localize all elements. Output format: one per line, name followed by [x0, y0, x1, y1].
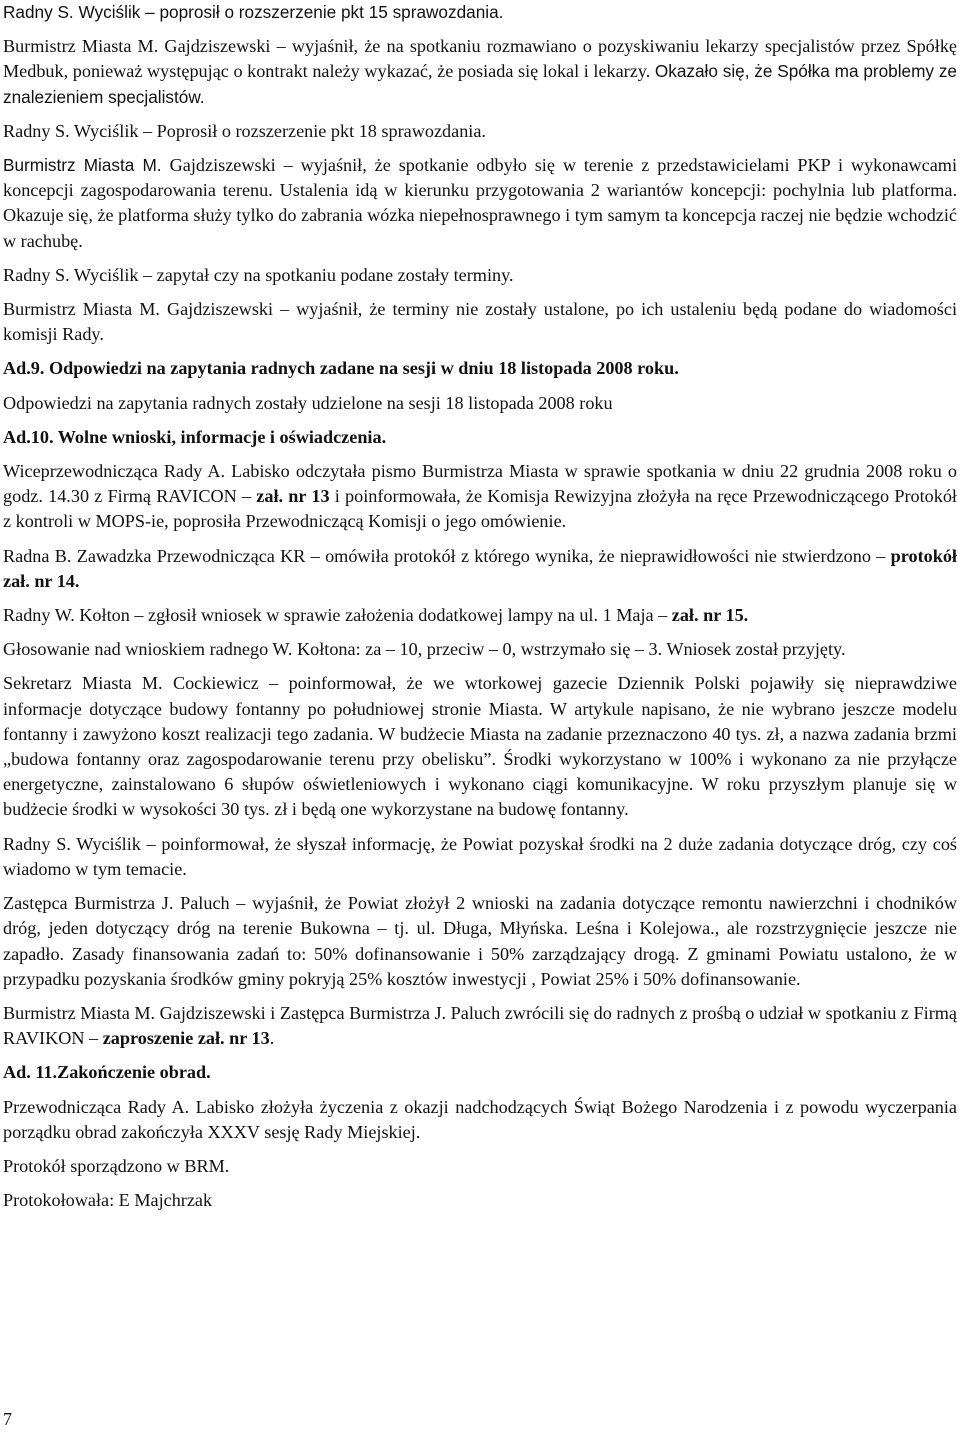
paragraph [3, 603, 957, 628]
text-run: Burmistrz Miasta M. Gajdziszewski i Zastępca Burmistrza J. Paluch zwrócili się do radnych z prośbą o udział w spotkaniu z Firmą RAVIKON – [3, 1002, 957, 1049]
paragraph [3, 671, 957, 822]
paragraph [3, 34, 957, 110]
text-run: Burmistrz Miasta M. Gajdziszewski – wyjaśnił, że terminy nie zostały ustalone, po ich ustaleniu będą podane do wiadomości komisji Rady. [3, 299, 957, 345]
text-run: Zastępca Burmistrza J. Paluch – wyjaśnił, że Powiat złożył 2 wnioski na zadania dotyczące remontu nawierzchni i chodników dróg, jeden dotyczący dróg na terenie Bukowna – tj. ul. Długa, Młyńska. Leśna i Kolejowa., ale rozstrzygnięcie jeszcze nie zapadło. Zasady finansowania zadań to: 50% dofinansowanie i 50% zarządzający drogą. Z gminami Powiatu ustalono, że w przypadku pozyskania środków gminy pokryją 25% kosztów inwestycji , Powiat 25% i 50% dofinansowanie. [3, 893, 957, 989]
text-run: Radny S. Wyciślik – Poprosił o rozszerzenie pkt 18 sprawozdania. [3, 120, 486, 141]
paragraph [3, 263, 957, 288]
text-run: Burmistrz Miasta M. Gajdziszewski – wyjaśnił, że na spotkaniu rozmawiano o pozyskiwaniu lekarzy specjalistów przez Spółkę Medbuk, ponieważ występując o kontrakt należy wykazać, że posiada się lokal i lekarzy. [3, 36, 957, 82]
paragraph [3, 1001, 957, 1051]
page-number: 7 [3, 1409, 12, 1429]
text-run: Ad.9. Odpowiedzi na zapytania radnych zadane na sesji w dniu 18 listopada 2008 roku. [3, 358, 679, 379]
text-run: Burmistrz Miasta M. [3, 155, 170, 176]
paragraph [3, 637, 957, 662]
text-run: Głosowanie nad wnioskiem radnego W. Kołtona: za – 10, przeciw – 0, wstrzymało się – 3. Wniosek został przyjęty. [3, 639, 846, 660]
paragraph [3, 297, 957, 347]
bold-text: zał. nr 15. [671, 605, 749, 626]
paragraph [3, 832, 957, 882]
text-run: Okazało się, że Spółka ma problemy ze znalezieniem specjalistów. [3, 61, 957, 107]
bold-text: zaproszenie zał. nr 13 [102, 1028, 270, 1049]
bold-text: zał. nr 13 [256, 486, 330, 507]
text-run: Odpowiedzi na zapytania radnych zostały udzielone na sesji 18 listopada 2008 roku [3, 392, 613, 413]
text-run: Protokołowała: E Majchrzak [3, 1190, 213, 1211]
paragraph [3, 1154, 957, 1179]
paragraph [3, 356, 957, 381]
text-run: Radny S. Wyciślik – poprosił o rozszerzenie pkt 15 sprawozdania. [3, 2, 504, 22]
text-run: Radny S. Wyciślik – zapytał czy na spotkaniu podane zostały terminy. [3, 264, 514, 285]
text-run: Protokół sporządzono w BRM. [3, 1155, 230, 1176]
text-run: Gajdziszewski – wyjaśnił, że spotkanie odbyło się w terenie z przedstawicielami PKP i wykonawcami koncepcji zagospodarowania terenu. Ustalenia idą w kierunku przygotowania 2 wariantów koncepcji: pochylnia lub platforma. Okazuje się, że platforma służy tylko do zabrania wózka niepełnosprawnego i tym samym ta koncepcja raczej nie będzie wchodzić w rachubę. [3, 155, 957, 251]
text-run: Ad.10. Wolne wnioski, informacje i oświadczenia. [3, 426, 387, 447]
text-run: Radna B. Zawadzka Przewodnicząca KR – omówiła protokół z którego wynika, że nieprawidłowości nie stwierdzono – [3, 545, 891, 566]
paragraph [3, 119, 957, 144]
document-page [3, 0, 957, 1440]
text-run: Radny W. Kołton – zgłosił wniosek w sprawie założenia dodatkowej lampy na ul. 1 Maja – [3, 605, 672, 626]
text-run: . [269, 1028, 275, 1049]
paragraph [3, 391, 957, 416]
paragraph [3, 0, 957, 25]
text-run: Przewodnicząca Rady A. Labisko złożyła życzenia z okazji nadchodzących Świąt Bożego Narodzenia i z powodu wyczerpania porządku obrad zakończyła XXXV sesję Rady Miejskiej. [3, 1096, 957, 1142]
paragraph [3, 153, 957, 254]
paragraph [3, 1060, 957, 1085]
document-body [3, 0, 957, 1222]
text-run: Sekretarz Miasta M. Cockiewicz – poinformował, że we wtorkowej gazecie Dziennik Polski pojawiły się nieprawdziwe informacje dotyczące budowy fontanny po południowej stronie Miasta. W artykule napisano, że nie wybrano jeszcze modelu fontanny i zawyżono koszt realizacji tego zadania. W budżecie Miasta na zadanie przeznaczono 40 tys. zł, a nazwa zadania brzmi „budowa fontanny oraz zagospodarowanie terenu przy obelisku”. Środki wykorzystano w 100% i wykonano za nie przyłącze energetyczne, zainstalowano 6 słupów oświetleniowych i wykonano ciągi komunikacyjne. W roku przyszłym planuje się w budżecie środki w wysokości 30 tys. zł i będą one wykorzystane na budowę fontanny. [3, 673, 957, 820]
paragraph [3, 1188, 957, 1213]
text-run: i poinformowała, że Komisja Rewizyjna złożyła na ręce Przewodniczącego Protokół z kontroli w MOPS-ie, poprosiła Przewodniczącą Komisji o jego omówienie. [3, 486, 957, 532]
text-run: Wiceprzewodnicząca Rady A. Labisko odczytała pismo Burmistrza Miasta w sprawie spotkania w dniu 22 grudnia 2008 roku o godz. 14.30 z Firmą RAVICON – [3, 461, 957, 507]
text-run: Ad. 11.Zakończenie obrad. [3, 1062, 211, 1083]
text-run: Radny S. Wyciślik – poinformował, że słyszał informację, że Powiat pozyskał środki na 2 duże zadania dotyczące dróg, czy coś wiadomo w tym temacie. [3, 833, 957, 879]
paragraph [3, 891, 957, 992]
paragraph [3, 459, 957, 535]
paragraph [3, 1095, 957, 1145]
paragraph [3, 425, 957, 450]
paragraph [3, 544, 957, 594]
bold-text: protokół zał. nr 14. [3, 545, 957, 591]
